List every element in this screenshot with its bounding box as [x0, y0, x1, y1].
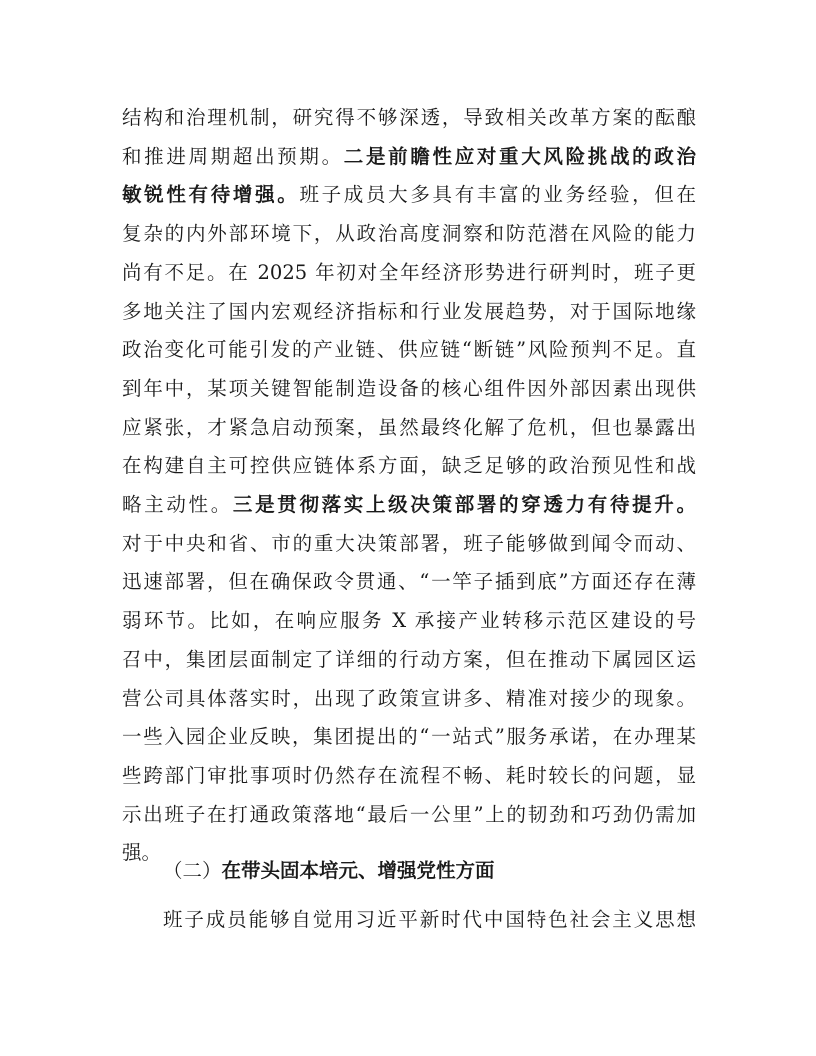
text-segment: 示出班子在打通政策落地“最后一公里”上的韧劲和巧劲仍需加 [122, 802, 696, 826]
text-segment: 迅速部署，但在确保政令贯通、“一竿子插到底”方面还存在薄 [122, 570, 696, 594]
text-segment: 到年中，某项关键智能制造设备的核心组件因外部因素出现供 [122, 376, 696, 400]
text-segment: 召中，集团层面制定了详细的行动方案，但在推动下属园区运 [122, 647, 696, 671]
paragraph-line [122, 409, 696, 447]
text-segment: 些跨部门审批事项时仍然存在流程不畅、耗时较长的问题，显 [122, 763, 696, 787]
text-segment: 营公司具体落实时，出现了政策宣讲多、精准对接少的现象。 [122, 686, 696, 710]
paragraph-line [122, 563, 696, 601]
text-segment: 应紧张，才紧急启动预案，虽然最终化解了危机，但也暴露出 [122, 415, 696, 439]
section-heading [163, 852, 696, 890]
paragraph-line [122, 718, 696, 756]
paragraph-line [122, 757, 696, 795]
text-segment: 对于中央和省、市的重大决策部署，班子能够做到闻令而动、 [122, 531, 696, 555]
paragraph-line [122, 486, 696, 524]
paragraph-line [122, 370, 696, 408]
paragraph-line [122, 602, 696, 640]
paragraph-line [122, 796, 696, 834]
text-segment: 一些入园企业反映，集团提出的“一站式”服务承诺，在办理某 [122, 725, 696, 749]
paragraph-line [122, 525, 696, 563]
paragraph-line [122, 254, 696, 292]
text-segment: 班子成员能够自觉用习近平新时代中国特色社会主义思想 [163, 908, 696, 931]
text-segment: （二） [163, 859, 222, 882]
text-segment: 多地关注了国内宏观经济指标和行业发展趋势，对于国际地缘 [122, 299, 696, 323]
bold-text-segment: 二是前瞻性应对重大风险挑战的政治 [343, 144, 696, 168]
text-segment: 复杂的内外部环境下，从政治高度洞察和防范潜在风险的能力 [122, 222, 696, 246]
bold-text-segment: 三是贯彻落实上级决策部署的穿透力有待提升。 [232, 493, 696, 516]
text-segment: 尚有不足。在 2025 年初对全年经济形势进行研判时，班子更 [122, 260, 696, 284]
text-segment: 弱环节。比如，在响应服务 X 承接产业转移示范区建设的号 [122, 609, 696, 633]
paragraph-line [163, 901, 696, 939]
paragraph-line [122, 641, 696, 679]
paragraph-line [122, 331, 696, 369]
text-segment: 班子成员大多具有丰富的业务经验，但在 [299, 183, 696, 207]
text-segment: 结构和治理机制，研究得不够深透，导致相关改革方案的酝酿 [122, 106, 696, 129]
paragraph-line [122, 215, 696, 253]
bold-text-segment: 在带头固本培元、增强党性方面 [221, 859, 495, 882]
text-segment: 略主动性。 [122, 493, 233, 516]
text-segment: 和推进周期超出预期。 [122, 144, 344, 168]
paragraph-line [122, 176, 696, 214]
paragraph-line [122, 447, 696, 485]
paragraph-line [122, 138, 696, 176]
text-segment: 在构建自主可控供应链体系方面，缺乏足够的政治预见性和战 [122, 454, 696, 478]
text-segment: 强。 [122, 841, 162, 865]
bold-text-segment: 敏锐性有待增强。 [122, 183, 300, 207]
paragraph-line [122, 680, 696, 718]
text-segment: 政治变化可能引发的产业链、供应链“断链”风险预判不足。直 [122, 338, 696, 362]
paragraph-line [122, 99, 696, 137]
paragraph-line [122, 293, 696, 331]
